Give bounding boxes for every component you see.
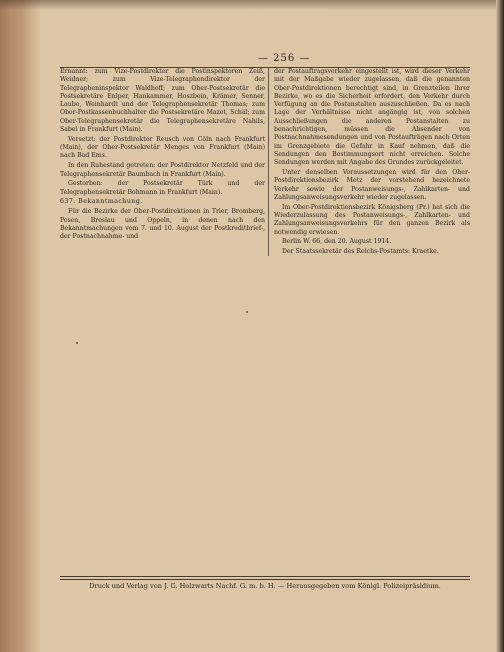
section-heading: 637. Bekanntmachung.: [60, 198, 143, 206]
page-number: — 256 —: [258, 53, 311, 64]
right-column: [274, 68, 470, 258]
top-fold-shadow: [0, 0, 504, 10]
page-edge: [496, 0, 504, 652]
signature-line: Der Staatssekretär des Reichs-Postamts: Kraetke.: [282, 248, 439, 256]
paper-speck: [246, 311, 248, 313]
paragraph-versetzt: Versetzt: der Postdirektor Reusch von Cöln nach Frankfurt (Main), der Ober-Postsekretär Menges von Frankfurt (Main) nach Bad Ems.: [60, 135, 265, 160]
footer-rule: [60, 579, 470, 580]
column-divider: [268, 68, 269, 256]
footer-rule: [60, 576, 470, 577]
printer-imprint: Druck und Verlag von J. G. Holzwarts Nachf. G. m. b. H. — Herausgegeben vom Königl. Polizeipräsidium.: [89, 582, 441, 590]
paragraph-ernannt: Ernannt: zum Vize-Postdirektor die Postinspektoren Zeiß, Weidner; zum Vize-Telegraphendirektor der Telegrapheninspektor Waldhoff; zum Ober-Postsekretär die Postsekretäre Enlper, Hankammer, Hoszbein, Krämer, Senner, Laube, Weinhardt und der Telegraphensekretär Thomas; zum Ober-Postkassenbuchhalter die Postsekretäre Mazet, Schäl; zum Ober-Telegraphensekretär die Telegraphensekretäre Nahils, Sabel in Frankfurt (Main).: [60, 68, 265, 134]
paragraph-bekanntmachung: Für die Bezirke der Ober-Postdirektionen in Trier, Bromberg, Posen, Breslau und Oppeln, in denen nach den Bekanntmachungen vom 7. und 10. August der Postkreditbrief-, der Postnachnahme- und: [60, 208, 265, 241]
paragraph-ruhestand: In den Ruhestand getreten: der Postdirektor Netzfeld und der Telegraphensekretär Baumbach in Frankfurt (Main).: [60, 162, 265, 178]
paper-speck: [76, 342, 78, 344]
paragraph-continuation: der Postauftragsverkehr eingestellt ist, wird dieser Verkehr mit der Maßgabe wieder zugelassen, daß die genannten Ober-Postdirektionen berechtigt sind, in Grenzteilen ihrer Bezirke, wo es die Sicherheit erfordert, den Verkehr durch Verfügung an die Postanstalten auszuschließen. Da es nach Lage der Verhältnisse nicht angängig ist, von solchen Ausschließungen die anderen Postanstalten zu benachrichtigen, müssen die Absender von Postnachnahmesendungen und von Postaufträgen nach Orten im Grenzgebiete die Gefahr in Kauf nehmen, daß die Sendungen den Bestimmungsort nicht erreichen. Solche Sendungen werden mit Angabe des Grundes zurückgeleitet.: [274, 68, 470, 167]
dateline: Berlin W. 66, den 20. August 1914.: [282, 238, 392, 246]
binding-shadow: [0, 0, 40, 652]
paragraph-koenigsberg: Im Ober-Postdirektionsbezirk Königsberg (Pr.) hat sich die Wiederzulassung des Postanweisungs-, Zahlkarten- und Zahlungsanweisungsverkehrs für den ganzen Bezirk als notwendig erwiesen.: [274, 203, 470, 236]
left-column: [60, 68, 265, 243]
paragraph-metz: Unter denselben Voraussetzungen wird für den Ober-Postdirektionsbezirk Metz der vorstehend bezeichnete Verkehr sowie der Postanweisungs-, Zahlkarten- und Zahlungsanweisungsverkehr wieder zugelassen.: [274, 169, 470, 201]
paragraph-gestorben: Gestorben: der Postsekretär Türk und der Telegraphensekretär Bohmann in Frankfurt (Main).: [60, 180, 265, 196]
